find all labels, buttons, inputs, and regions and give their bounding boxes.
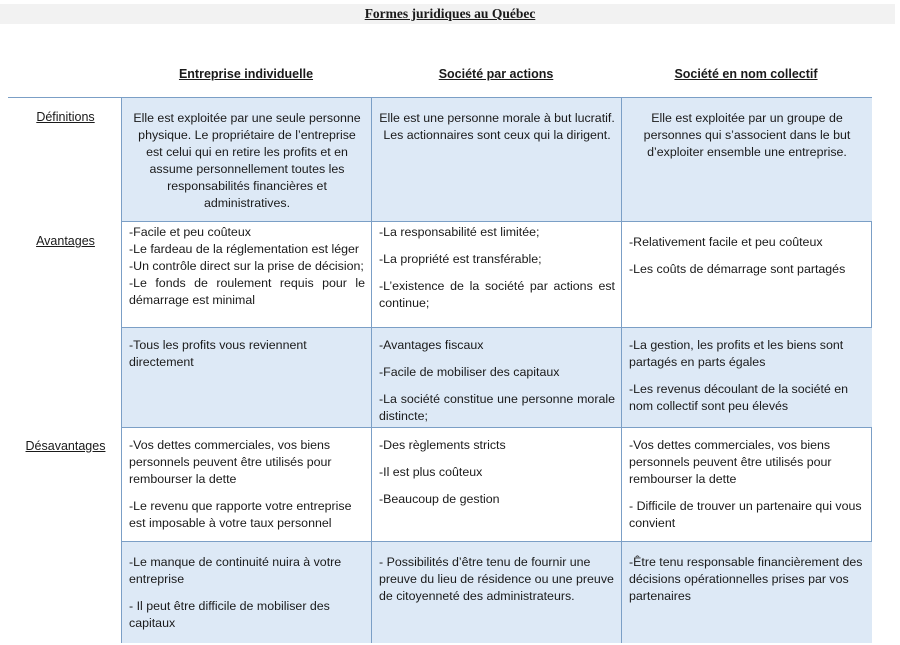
cell-dis2-entreprise <box>121 541 372 643</box>
cell-def-sa <box>371 97 622 222</box>
list-item: - Possibilités d’être tenu de fournir une preuve du lieu de résidence ou une preuve de citoyenneté des administrateurs. <box>379 555 614 603</box>
list-item: -Beaucoup de gestion <box>379 492 500 506</box>
row-header-desavantages: Désavantages <box>25 439 106 453</box>
cell-dis1-snc <box>621 427 872 542</box>
column-header-entreprise-individuelle: Entreprise individuelle <box>178 67 314 81</box>
row-separator <box>8 97 122 98</box>
row-header-definitions: Définitions <box>36 110 95 124</box>
row-header-avantages: Avantages <box>36 234 95 248</box>
list-item: -La gestion, les profits et les biens sont partagés en parts égales <box>629 338 844 369</box>
list-item: -Il est plus coûteux <box>379 465 483 479</box>
list-item: -Le manque de continuité nuira à votre entreprise <box>129 555 342 586</box>
cell-av2-sa <box>371 327 622 428</box>
cell-dis2-sa <box>371 541 622 643</box>
cell-def-snc <box>621 97 872 222</box>
list-item: -Vos dettes commerciales, vos biens personnels peuvent être utilisés pour rembourser la dette <box>129 438 332 486</box>
list-item: -Les revenus découlant de la société en nom collectif sont peu élevés <box>629 382 849 413</box>
list-item: -La propriété est transférable; <box>379 252 542 266</box>
cell-dis2-snc <box>621 541 872 643</box>
list-item: -Des règlements stricts <box>379 438 506 452</box>
forms-table <box>121 97 872 643</box>
cell-av2-entreprise <box>121 327 372 428</box>
list-item: -Être tenu responsable financièrement des décisions opérationnelles prises par vos partenaires <box>629 555 863 603</box>
list-item: -Relativement facile et peu coûteux <box>629 235 823 249</box>
list-item: -Facile de mobiliser des capitaux <box>379 365 560 379</box>
list-item: -Vos dettes commerciales, vos biens personnels peuvent être utilisés pour rembourser la dette <box>629 438 832 486</box>
cell-dis1-sa <box>371 427 622 542</box>
cell-def-entreprise <box>121 97 372 222</box>
cell-av1-sa <box>371 221 622 328</box>
list-item: -L’existence de la société par actions est continue; <box>379 279 615 310</box>
column-header-societe-par-actions: Société par actions <box>438 67 554 81</box>
list-item: - Il peut être difficile de mobiliser des capitaux <box>129 599 330 630</box>
cell-av1-snc <box>621 221 872 328</box>
list-item: -Un contrôle direct sur la prise de décision; <box>129 259 364 273</box>
cell-av1-entreprise <box>121 221 372 328</box>
list-item: -Le fardeau de la réglementation est léger <box>129 242 360 256</box>
list-item: -Facile et peu coûteux <box>129 225 251 239</box>
list-item: -La responsabilité est limitée; <box>379 225 540 239</box>
list-item: -La société constitue une personne morale distincte; <box>379 392 615 423</box>
list-item: -Tous les profits vous reviennent directement <box>129 338 307 369</box>
column-header-societe-en-nom-collectif: Société en nom collectif <box>674 67 818 81</box>
list-item: -Le revenu que rapporte votre entreprise est imposable à votre taux personnel <box>129 499 352 530</box>
list-item: - Difficile de trouver un partenaire qui vous convient <box>629 499 862 530</box>
list-item: -Avantages fiscaux <box>379 338 484 352</box>
list-item: -Les coûts de démarrage sont partagés <box>629 262 846 276</box>
cell-text: Elle est une personne morale à but lucratif. Les actionnaires sont ceux qui la dirigent. <box>379 111 615 142</box>
list-item: -Le fonds de roulement requis pour le démarrage est minimal <box>129 276 365 307</box>
cell-dis1-entreprise <box>121 427 372 542</box>
cell-av2-snc <box>621 327 872 428</box>
document-title: Formes juridiques au Québec <box>364 6 536 21</box>
cell-text: Elle est exploitée par un groupe de personnes qui s’associent dans le but d’exploiter ensemble une entreprise. <box>643 111 851 159</box>
cell-text: Elle est exploitée par une seule personne physique. Le propriétaire de l’entreprise est celui qui en retire les profits et en assume personnellement toutes les responsabilités financières et administratives. <box>133 111 361 210</box>
